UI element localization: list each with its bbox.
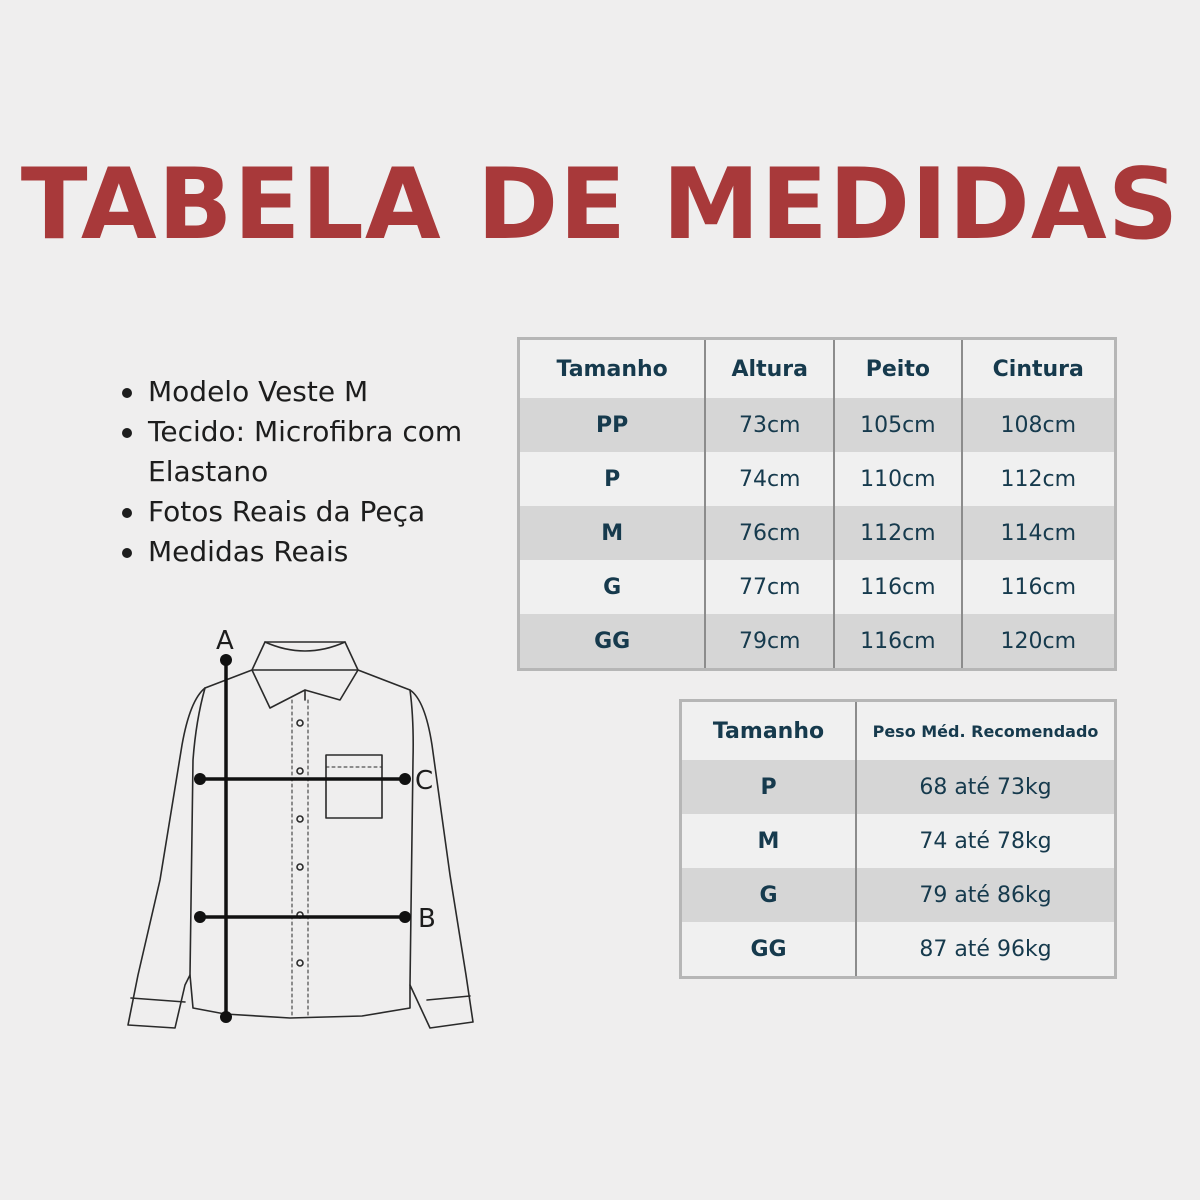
measure-dot [399, 911, 411, 923]
table-header-row [519, 339, 1116, 399]
chest-cell: 112cm [834, 506, 961, 560]
label-b: B [418, 904, 436, 934]
height-cell: 76cm [705, 506, 834, 560]
feature-item: Tecido: Microfibra com Elastano [120, 412, 468, 492]
height-cell: 77cm [705, 560, 834, 614]
waist-cell: 120cm [962, 614, 1116, 670]
feature-item: Medidas Reais [120, 532, 468, 572]
button-dot [297, 960, 303, 966]
waist-cell: 114cm [962, 506, 1116, 560]
placket [292, 700, 308, 1018]
column-header-size: Tamanho [556, 356, 668, 382]
button-dot [297, 768, 303, 774]
table-row [681, 760, 1116, 814]
chest-cell: 116cm [834, 614, 961, 670]
table-row [681, 814, 1116, 868]
button-dot [297, 720, 303, 726]
shirt-outline [128, 670, 473, 1028]
chest-cell: 105cm [834, 398, 961, 452]
waist-cell: 116cm [962, 560, 1116, 614]
label-a: A [216, 626, 234, 656]
weight-table [679, 699, 1117, 979]
feature-item: Fotos Reais da Peça [120, 492, 468, 532]
right-sleeve-seam [410, 690, 413, 985]
size-cell: P [681, 760, 857, 814]
table-row [519, 506, 1116, 560]
size-cell: G [603, 574, 622, 600]
measurements-table [517, 337, 1117, 671]
weight-cell: 68 até 73kg [856, 760, 1116, 814]
table-row [681, 922, 1116, 978]
table-row [519, 614, 1116, 670]
table-row [681, 868, 1116, 922]
size-cell: M [519, 506, 706, 560]
shirt-diagram [120, 620, 490, 1040]
left-cuff [131, 998, 185, 1002]
button-dot [297, 864, 303, 870]
column-header-height: Altura [705, 339, 834, 399]
waist-cell: 112cm [962, 452, 1116, 506]
size-cell: P [604, 466, 621, 492]
size-cell: M [757, 828, 780, 854]
measure-dot [194, 911, 206, 923]
collar-band [265, 642, 345, 651]
table-row [519, 452, 1116, 506]
weight-cell: 87 até 96kg [856, 922, 1116, 978]
size-cell: G [681, 868, 857, 922]
size-cell: PP [519, 398, 706, 452]
column-header-waist: Cintura [962, 339, 1116, 399]
measure-dot [194, 773, 206, 785]
right-cuff [427, 996, 470, 1000]
button-dot [297, 816, 303, 822]
height-cell: 79cm [705, 614, 834, 670]
chest-cell: 116cm [834, 560, 961, 614]
feature-list [120, 372, 468, 572]
size-cell: GG [519, 614, 706, 670]
left-sleeve-seam [190, 688, 205, 975]
table-header-row [681, 701, 1116, 761]
height-cell: 74cm [705, 452, 834, 506]
size-cell: GG [750, 936, 787, 962]
weight-cell: 79 até 86kg [856, 868, 1116, 922]
waist-cell: 108cm [962, 398, 1116, 452]
column-header-size: Tamanho [712, 718, 825, 744]
table-row [519, 560, 1116, 614]
feature-item: Modelo Veste M [120, 372, 468, 412]
chest-cell: 110cm [834, 452, 961, 506]
measure-dot [220, 1011, 232, 1023]
table-row [519, 398, 1116, 452]
label-c: C [415, 766, 434, 796]
weight-cell: 74 até 78kg [856, 814, 1116, 868]
page-title: TABELA DE MEDIDAS [20, 148, 1180, 262]
column-header-chest: Peito [834, 339, 961, 399]
chest-pocket [326, 755, 382, 818]
measure-dot [399, 773, 411, 785]
height-cell: 73cm [705, 398, 834, 452]
column-header-weight: Peso Méd. Recomendado [856, 701, 1116, 761]
